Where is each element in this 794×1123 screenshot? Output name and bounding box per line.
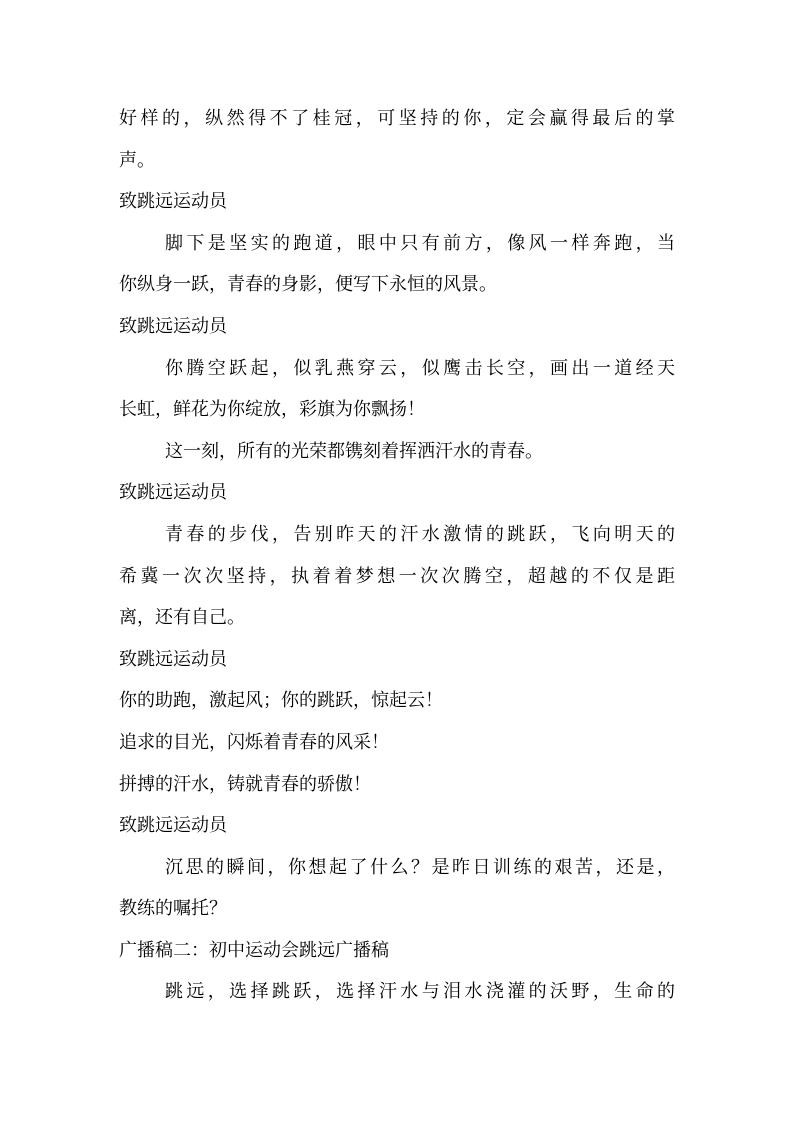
paragraph-line: 你的助跑，激起风；你的跳跃，惊起云！ bbox=[119, 690, 443, 712]
section-heading: 广播稿二：初中运动会跳远广播稿 bbox=[119, 939, 389, 961]
paragraph-line: 拼搏的汗水，铸就青春的骄傲！ bbox=[119, 773, 371, 795]
paragraph-line: 你纵身一跃，青春的身影，便写下永恒的风景。 bbox=[119, 274, 497, 296]
paragraph-line: 追求的目光，闪烁着青春的风采！ bbox=[119, 731, 389, 753]
section-heading: 致跳远运动员 bbox=[119, 482, 227, 504]
paragraph-line: 沉思的瞬间，你想起了什么？是昨日训练的艰苦，还是， bbox=[165, 856, 675, 878]
section-heading: 致跳远运动员 bbox=[119, 315, 227, 337]
paragraph-line: 青春的步伐，告别昨天的汗水激情的跳跃，飞向明天的 bbox=[165, 523, 675, 545]
paragraph-line: 希冀一次次坚持，执着着梦想一次次腾空，超越的不仅是距 bbox=[119, 565, 675, 587]
paragraph-line: 教练的嘱托？ bbox=[119, 898, 227, 920]
paragraph-line: 跳远，选择跳跃，选择汗水与泪水浇灌的沃野，生命的 bbox=[165, 981, 675, 1003]
section-heading: 致跳远运动员 bbox=[119, 815, 227, 837]
paragraph-line: 这一刻，所有的光荣都镌刻着挥洒汗水的青春。 bbox=[165, 440, 543, 462]
paragraph-line: 声。 bbox=[119, 149, 155, 171]
document-body bbox=[119, 98, 675, 1013]
paragraph-line: 你腾空跃起，似乳燕穿云，似鹰击长空，画出一道经天 bbox=[165, 357, 675, 379]
section-heading: 致跳远运动员 bbox=[119, 191, 227, 213]
paragraph-line: 长虹，鲜花为你绽放，彩旗为你飘扬！ bbox=[119, 399, 425, 421]
paragraph-line: 好样的，纵然得不了桂冠，可坚持的你，定会赢得最后的掌 bbox=[119, 108, 675, 129]
paragraph-line: 脚下是坚实的跑道，眼中只有前方，像风一样奔跑，当 bbox=[165, 232, 675, 254]
section-heading: 致跳远运动员 bbox=[119, 648, 227, 670]
paragraph-line: 离，还有自己。 bbox=[119, 607, 245, 629]
